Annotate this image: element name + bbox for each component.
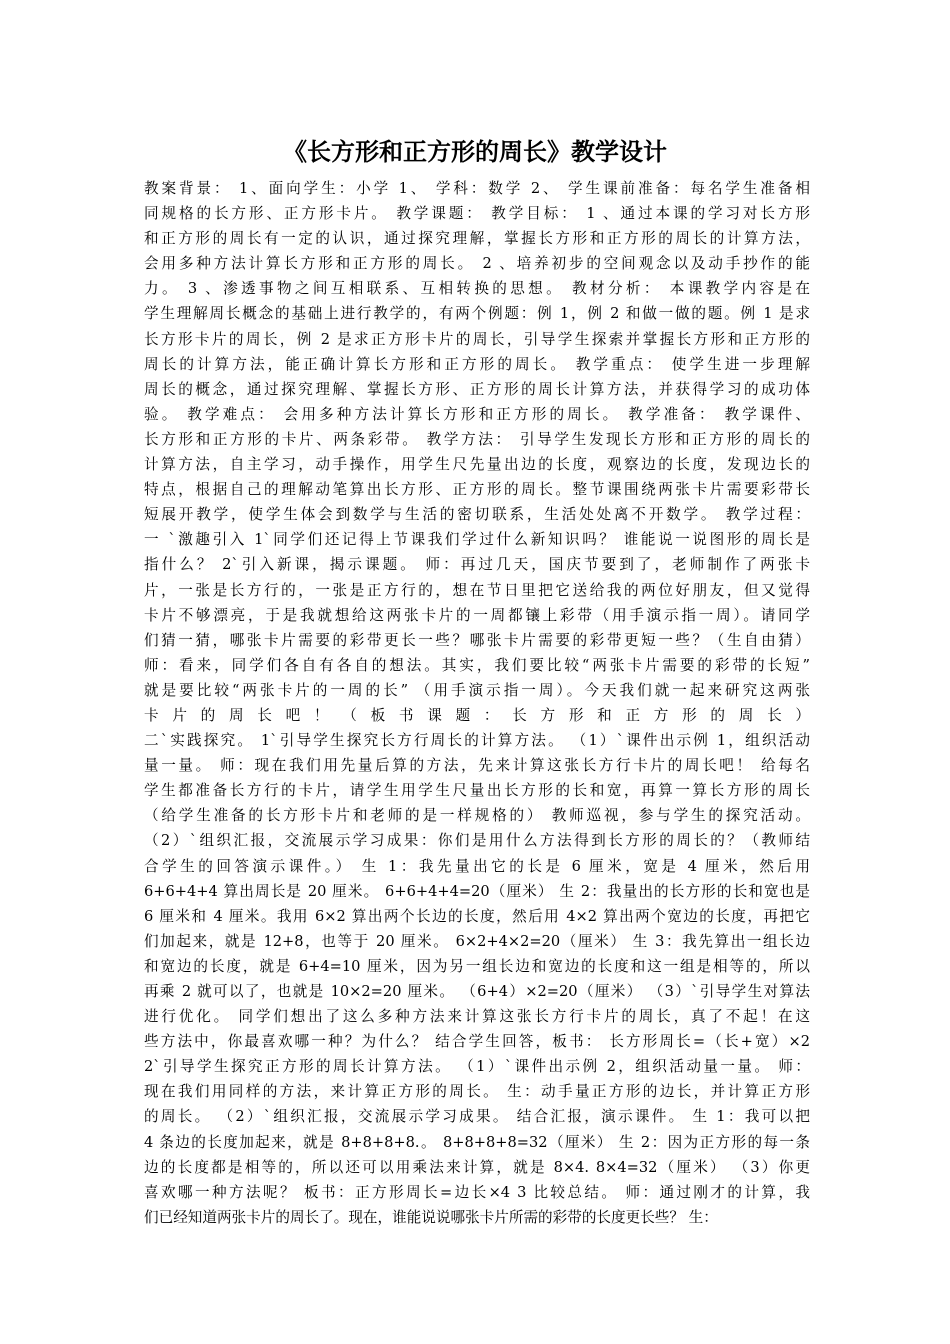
paragraph-line: 同规格的长方形、正方形卡片。 教学课题： 教学目标： 1 、通过本课的学习对长方形 [144, 205, 810, 223]
paragraph-line: 长方形卡片的周长，例 2 是求正方形卡片的周长，引导学生探索并掌握长方形和正方形的 [144, 330, 810, 348]
paragraph-line: 进行优化。 同学们想出了这么多种方法来计算这张长方行卡片的周长，真了不起！在这 [144, 1008, 810, 1026]
paragraph-line: 些方法中，你最喜欢哪一种？为什么？ 结合学生回答，板书： 长方形周长=（长+宽）×2 [144, 1033, 810, 1051]
paragraph-line: 周长的概念，通过探究理解、掌握长方形、正方形的周长计算方法，并获得学习的成功体 [144, 380, 810, 398]
paragraph-line: 们已经知道两张卡片的周长了。现在，谁能说说哪张卡片所需的彩带的长度更长些？ 生： [144, 1208, 718, 1226]
paragraph-line: 周长的计算方法，能正确计算长方形和正方形的周长。 教学重点： 使学生进一步理解 [144, 355, 810, 373]
paragraph-line: 长方形和正方形的卡片、两条彩带。 教学方法： 引导学生发现长方形和正方形的周长的 [144, 430, 810, 448]
paragraph-line: 就是要比较“两张卡片的一周的长” （用手演示指一周）。今天我们就一起来研究这两张 [144, 681, 810, 699]
paragraph-line: 指什么？ 2`引入新课，揭示课题。 师：再过几天，国庆节要到了，老师制作了两张卡 [144, 556, 810, 574]
paragraph-line: 现在我们用同样的方法，来计算正方形的周长。 生：动手量正方形的边长，并计算正方形 [144, 1083, 810, 1101]
paragraph-line: （2）`组织汇报，交流展示学习成果：你们是用什么方法得到长方形的周长的？（教师结 [144, 832, 810, 850]
paragraph-line: 学生理解周长概念的基础上进行教学的，有两个例题：例 1，例 2 和做一做的题。例 1 是求 [144, 305, 810, 323]
paragraph-line: 们猜一猜，哪张卡片需要的彩带更长一些？哪张卡片需要的彩带更短一些？（生自由猜） [144, 631, 810, 649]
paragraph-line: 特点，根据自己的理解动笔算出长方形、正方形的周长。整节课围绕两张卡片需要彩带长 [144, 481, 810, 499]
paragraph-line: 和正方形的周长有一定的认识，通过探究理解，掌握长方形和正方形的周长的计算方法， [144, 230, 810, 248]
paragraph-line: 们加起来，就是 12+8，也等于 20 厘米。 6×2+4×2=20（厘米） 生 3：我先算出一组长边 [144, 932, 810, 950]
paragraph-line: 学生都准备长方行的卡片，请学生用学生尺量出长方形的长和宽，再算一算长方形的周长 [144, 782, 810, 800]
paragraph-line: 和宽边的长度，就是 6+4=10 厘米，因为另一组长边和宽边的长度和这一组是相等的，所以 [144, 957, 810, 975]
paragraph-line: 卡片不够漂亮，于是我就想给这两张卡片的一周都镶上彩带（用手演示指一周）。请同学 [144, 606, 810, 624]
document-title: 《长方形和正方形的周长》教学设计 [283, 137, 667, 166]
paragraph-line: 的周长。 （2）`组织汇报，交流展示学习成果。 结合汇报，演示课件。 生 1：我可以把 [144, 1108, 810, 1126]
paragraph-line: 师：看来，同学们各自有各自的想法。其实，我们要比较“两张卡片需要的彩带的长短” [144, 656, 810, 674]
paragraph-line: 喜欢哪一种方法呢？ 板书：正方形周长=边长×4 3 比较总结。 师：通过刚才的计算，我 [144, 1183, 810, 1201]
paragraph-line: 6 厘米和 4 厘米。我用 6×2 算出两个长边的长度，然后用 4×2 算出两个宽边的长度，再把它 [144, 907, 810, 925]
paragraph-line: 2`引导学生探究正方形的周长计算方法。 （1）`课件出示例 2，组织活动量一量。 师： [144, 1058, 810, 1076]
paragraph-line: 量一量。 师：现在我们用先量后算的方法，先来计算这张长方行卡片的周长吧！ 给每名 [144, 757, 810, 775]
paragraph-line: 边的长度都是相等的，所以还可以用乘法来计算，就是 8×4. 8×4=32（厘米） （3）你更 [144, 1158, 810, 1176]
paragraph-line: 计算方法，自主学习，动手操作，用学生尺先量出边的长度，观察边的长度，发现边长的 [144, 456, 810, 474]
paragraph-line: 教案背景： 1、面向学生：小学 1、 学科：数学 2、 学生课前准备：每名学生准备相 [144, 180, 810, 197]
paragraph-line: 会用多种方法计算长方形和正方形的周长。 2 、培养初步的空间观念以及动手抄作的能 [144, 255, 810, 273]
paragraph-line: 二`实践探究。 1`引导学生探究长方行周长的计算方法。 （1）`课件出示例 1，组织活动 [144, 732, 810, 750]
paragraph-line: 4 条边的长度加起来，就是 8+8+8+8.。 8+8+8+8=32（厘米） 生 2：因为正方形的每一条 [144, 1133, 810, 1151]
paragraph-line: 验。 教学难点： 会用多种方法计算长方形和正方形的周长。 教学准备： 教学课件、 [144, 405, 810, 423]
paragraph-line: 短展开教学，使学生体会到数学与生活的密切联系，生活处处离不开数学。 教学过程： [144, 506, 810, 524]
paragraph-line: 合学生的回答演示课件。） 生 1：我先量出它的长是 6 厘米，宽是 4 厘米，然后用 [144, 857, 810, 875]
document-body [144, 176, 810, 1230]
paragraph-line: 片，一张是长方行的，一张是正方行的，想在节日里把它送给我的两位好朋友，但又觉得 [144, 581, 810, 599]
paragraph-line: 力。 3 、渗透事物之间互相联系、互相转换的思想。 教材分析： 本课教学内容是在 [144, 280, 810, 298]
paragraph-line: 再乘 2 就可以了，也就是 10×2=20 厘米。 （6+4）×2=20（厘米） （3）`引导学生对算法 [144, 983, 810, 1000]
paragraph-line: （给学生准备的长方形卡片和老师的是一样规格的） 教师巡视，参与学生的探究活动。 [144, 807, 810, 825]
paragraph-line: 一 `激趣引入 1`同学们还记得上节课我们学过什么新知识吗？ 谁能说一说图形的周长是 [144, 531, 810, 549]
paragraph-line: 6+6+4+4 算出周长是 20 厘米。 6+6+4+4=20（厘米） 生 2：我量出的长方形的长和宽也是 [144, 882, 810, 900]
paragraph-line: 卡片的周长吧！（板书课题：长方形和正方形的周长） [144, 706, 810, 724]
